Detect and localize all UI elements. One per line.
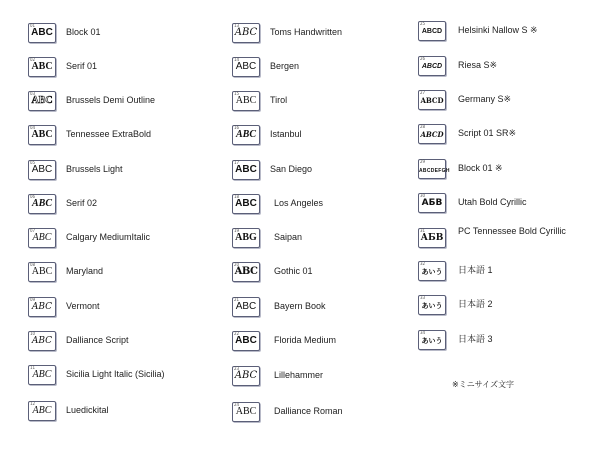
font-sample-icon: 17 ABC bbox=[232, 160, 260, 180]
font-label: Los Angeles bbox=[274, 198, 324, 208]
font-label: Script 01 SR※ bbox=[458, 128, 517, 138]
font-sample-icon: 21 ABC bbox=[232, 297, 260, 317]
font-label: San Diego bbox=[270, 164, 313, 174]
font-label: Saipan bbox=[274, 232, 303, 242]
font-sample-icon: 04 ABC bbox=[28, 125, 56, 145]
font-label: Lillehammer bbox=[274, 370, 324, 380]
font-sample-icon: 12 ABC bbox=[28, 401, 56, 421]
font-label: Dalliance Roman bbox=[274, 406, 343, 416]
font-label: Toms Handwritten bbox=[270, 27, 343, 37]
font-label: Brussels Light bbox=[66, 164, 123, 174]
font-label: Vermont bbox=[66, 301, 100, 311]
font-sample-icon: 08 ABC bbox=[28, 262, 56, 282]
font-sample-icon: 20 ABC bbox=[232, 262, 260, 282]
font-label: Gothic 01 bbox=[274, 266, 313, 276]
font-label: Calgary MediumItalic bbox=[66, 232, 151, 242]
font-label: Germany S※ bbox=[458, 94, 512, 104]
font-sample-icon: 14 ABC bbox=[232, 57, 260, 77]
font-label: 日本語 3 bbox=[458, 334, 493, 344]
font-sample-icon: 01 ABC bbox=[28, 23, 56, 43]
font-label: Istanbul bbox=[270, 129, 302, 139]
font-label: Luedickital bbox=[66, 405, 109, 415]
font-sample-icon: 05 ABC bbox=[28, 160, 56, 180]
font-sample-icon: 23 ABC bbox=[232, 366, 260, 386]
font-label: Tennessee ExtraBold bbox=[66, 129, 152, 139]
font-sample-icon: 27 ABCD bbox=[418, 90, 446, 110]
font-label: Bergen bbox=[270, 61, 300, 71]
font-sample-icon: 15 ABC bbox=[232, 91, 260, 111]
font-sample-icon: 11 ABC bbox=[28, 365, 56, 385]
font-sample-icon: 13 ABC bbox=[232, 23, 260, 43]
font-sample-icon: 02 ABC bbox=[28, 57, 56, 77]
font-sample-icon: 07 ABC bbox=[28, 228, 56, 248]
font-label: Utah Bold Cyrillic bbox=[458, 197, 527, 207]
font-label: Dalliance Script bbox=[66, 335, 129, 345]
font-sample-icon: 32 あいう bbox=[418, 261, 446, 281]
font-label: Riesa S※ bbox=[458, 60, 498, 70]
font-label: 日本語 1 bbox=[458, 265, 493, 275]
font-label: Florida Medium bbox=[274, 335, 337, 345]
font-label: Serif 02 bbox=[66, 198, 98, 208]
font-sample-icon: 31 АБВ bbox=[418, 228, 446, 248]
mini-size-note: ※ミニサイズ文字 bbox=[452, 380, 515, 389]
font-sample-icon: 03 ABC bbox=[28, 91, 56, 111]
font-label: Brussels Demi Outline bbox=[66, 95, 156, 105]
font-label: Sicilia Light Italic (Sicilia) bbox=[66, 369, 165, 379]
font-label: Helsinki Nallow S ※ bbox=[458, 25, 538, 35]
font-sample-icon: 33 あいう bbox=[418, 295, 446, 315]
font-sample-icon: 24 ABC bbox=[232, 402, 260, 422]
font-sample-icon: 30 АБВ bbox=[418, 193, 446, 213]
font-sample-icon: 28 ABCD bbox=[418, 124, 446, 144]
font-sample-icon: 10 ABC bbox=[28, 331, 56, 351]
font-label: Block 01 bbox=[66, 27, 101, 37]
font-label: PC Tennessee Bold Cyrillic bbox=[458, 226, 566, 236]
font-sample-icon: 29 ABCDEFGH bbox=[418, 159, 446, 179]
font-label: 日本語 2 bbox=[458, 299, 493, 309]
font-label: Serif 01 bbox=[66, 61, 98, 71]
font-sample-icon: 22 ABC bbox=[232, 331, 260, 351]
font-label: Maryland bbox=[66, 266, 104, 276]
font-sample-icon: 16 ABC bbox=[232, 125, 260, 145]
font-label: Block 01 ※ bbox=[458, 163, 503, 173]
font-sample-icon: 26 ABCD bbox=[418, 56, 446, 76]
font-sample-icon: 19 ABG bbox=[232, 228, 260, 248]
font-sample-icon: 18 ABC bbox=[232, 194, 260, 214]
font-label: Tirol bbox=[270, 95, 288, 105]
font-sample-icon: 09 ABC bbox=[28, 297, 56, 317]
font-sample-icon: 25 ABCD bbox=[418, 21, 446, 41]
font-label: Bayern Book bbox=[274, 301, 326, 311]
font-sample-icon: 34 あいう bbox=[418, 330, 446, 350]
font-sample-icon: 06 ABC bbox=[28, 194, 56, 214]
